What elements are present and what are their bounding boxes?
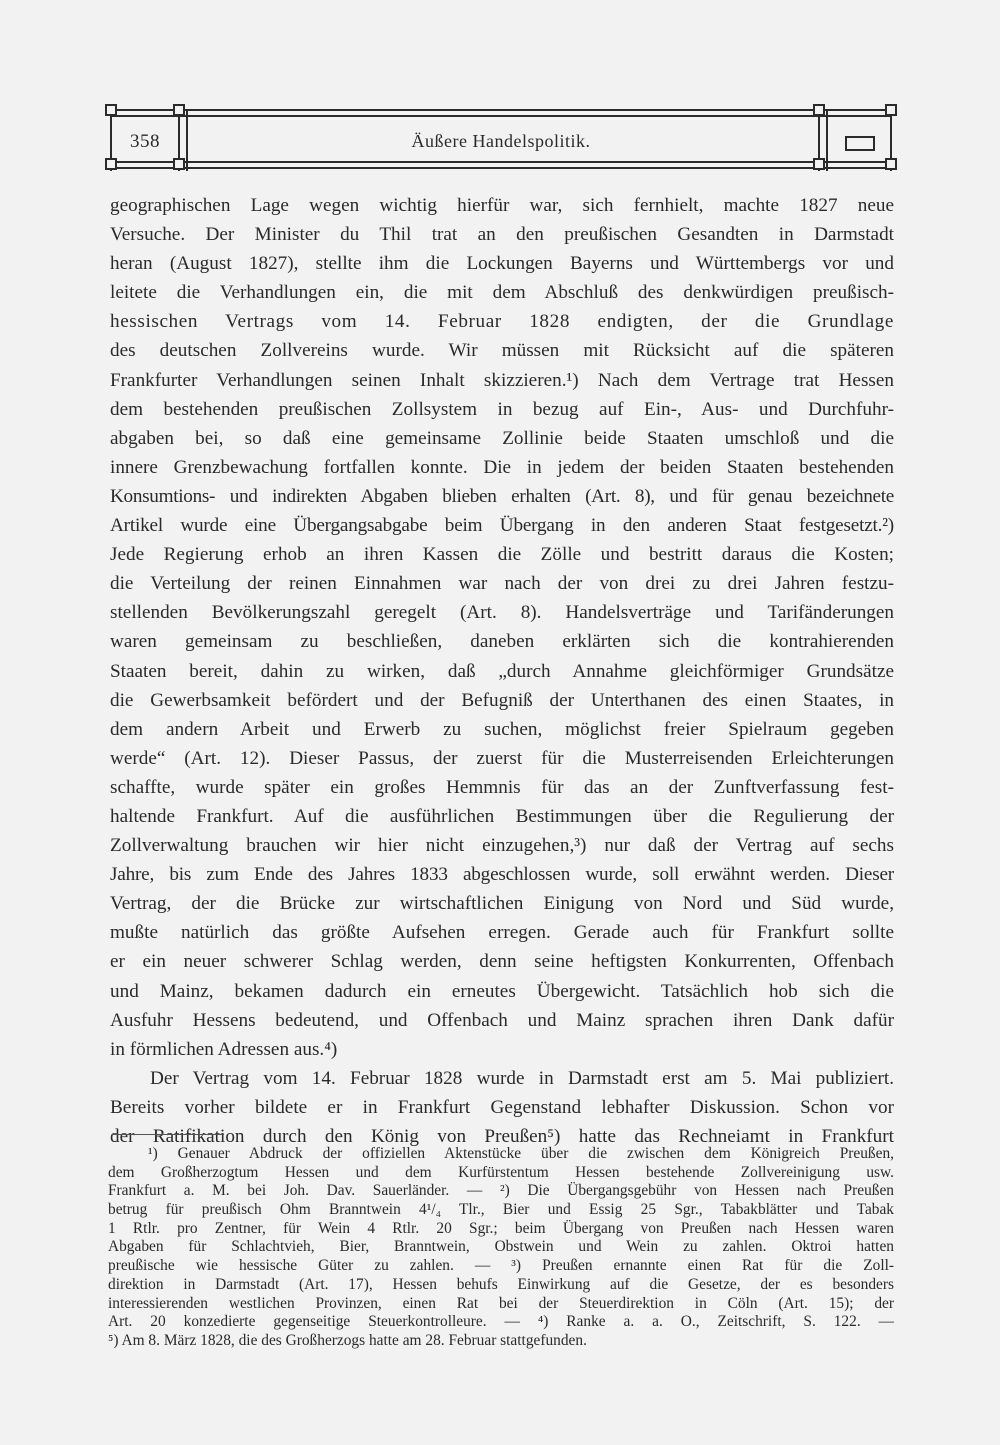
text-line: und Mainz, bekamen dadurch ein erneutes Übergewicht. Tatsächlich hob sich die xyxy=(110,980,894,1002)
footnotes xyxy=(108,1145,894,1351)
text-line: innere Grenzbewachung fortfallen konnte. Die in jedem der beiden Staaten bestehenden xyxy=(110,456,894,478)
text-line: Bereits vorher bildete er in Frankfurt Gegenstand lebhafter Diskussion. Schon vor xyxy=(110,1096,894,1118)
text-line: abgaben bei, so daß eine gemeinsame Zollinie beide Staaten umschloß und die xyxy=(110,427,894,449)
text-line: dem andern Arbeit und Erwerb zu suchen, möglichst freier Spielraum gegeben xyxy=(110,718,894,740)
header-corner-ornament xyxy=(813,104,825,116)
header-corner-ornament xyxy=(105,104,117,116)
text-line: Staaten bereit, dahin zu wirken, daß „durch Annahme gleichförmiger Grundsätze xyxy=(110,660,894,682)
text-line: hessischen Vertrags vom 14. Februar 1828 endigten, der die Grundlage xyxy=(110,311,894,333)
text-line: Zollverwaltung brauchen wir hier nicht einzugehen,³) nur daß der Vertrag auf sechs xyxy=(110,835,894,857)
text-line: Jahre, bis zum Ende des Jahres 1833 abgeschlossen wurde, soll erwähnt werden. Dieser xyxy=(110,864,894,886)
header-top-inner-rule xyxy=(110,115,892,117)
footnote-line: dem Großherzogtum Hessen und dem Kurfürstentum Hessen bestehende Zollvereinigung usw. xyxy=(108,1163,894,1181)
header-corner-ornament xyxy=(173,158,185,170)
footnote-line: Art. 20 konzedierte gegenseitige Steuerkontrolleure. — ⁴) Ranke a. a. O., Zeitschrift, S. 122. — xyxy=(108,1313,894,1331)
text-line: Frankfurter Verhandlungen seinen Inhalt skizzieren.¹) Nach dem Vertrage trat Hessen xyxy=(110,369,894,391)
running-title: Äußere Handelspolitik. xyxy=(411,131,591,151)
page-number: 358 xyxy=(130,131,160,152)
text-line: er ein neuer schwerer Schlag werden, denn seine heftigsten Konkurrenten, Offenbach xyxy=(110,951,894,973)
text-line: Vertrag, der die Brücke zur wirtschaftlichen Einigung von Nord und Süd wurde, xyxy=(110,893,894,915)
footnote-line: direktion in Darmstadt (Art. 17), Hessen behufs Einwirkung auf die Gesetze, der es besonders xyxy=(108,1275,894,1293)
page-header xyxy=(110,109,892,171)
header-corner-ornament xyxy=(813,158,825,170)
text-line: Konsumtions- und indirekten Abgaben blieben erhalten (Art. 8), und für genau bezeichnete xyxy=(110,485,894,507)
text-line: die Gewerbsamkeit befördert und der Befugniß der Unterthanen des einen Staates, in xyxy=(110,689,894,711)
footnote-separator xyxy=(112,1134,224,1135)
header-bottom-inner-rule xyxy=(110,161,892,163)
header-corner-ornament xyxy=(105,158,117,170)
text-line: der Ratifikation durch den König von Preußen⁵) hatte das Rechneiamt in Frankfurt xyxy=(110,1126,894,1147)
footnote-line: ¹) Genauer Abdruck der offiziellen Aktenstücke über die zwischen dem Königreich Preußen, xyxy=(148,1145,894,1162)
text-line: in förmlichen Adressen aus.⁴) xyxy=(110,1038,338,1060)
text-line: leitete die Verhandlungen ein, die mit dem Abschluß des denkwürdigen preußisch- xyxy=(110,282,894,304)
text-line: die Verteilung der reinen Einnahmen war nach der von drei zu drei Jahren festzu- xyxy=(110,573,894,595)
footnote-line: preußische wie hessische Güter zu zahlen. — ³) Preußen ernannte einen Rat für die Zoll- xyxy=(108,1257,894,1275)
text-line: Versuche. Der Minister du Thil trat an den preußischen Gesandten in Darmstadt xyxy=(110,224,894,246)
text-line: waren gemeinsam zu beschließen, daneben erklärten sich die kontrahierenden xyxy=(110,631,894,653)
header-top-rule xyxy=(110,109,892,111)
text-line: werde“ (Art. 12). Dieser Passus, der zuerst für die Musterreisenden Erleichterungen xyxy=(110,747,894,769)
text-line: dem bestehenden preußischen Zollsystem in bezug auf Ein-, Aus- und Durchfuhr- xyxy=(110,398,894,420)
footnote-line: 1 Rtlr. pro Zentner, für Wein 4 Rtlr. 20 Sgr.; beim Übergang von Preußen nach Hessen waren xyxy=(108,1219,894,1237)
text-line: Der Vertrag vom 14. Februar 1828 wurde in Darmstadt erst am 5. Mai publiziert. xyxy=(150,1067,894,1089)
header-bottom-rule xyxy=(110,167,892,169)
text-line: des deutschen Zollvereins wurde. Wir müssen mit Rücksicht auf die späteren xyxy=(110,340,894,362)
body-text xyxy=(110,191,894,1151)
text-line: geographischen Lage wegen wichtig hierfür war, sich fernhielt, machte 1827 neue xyxy=(110,195,894,216)
header-corner-ornament xyxy=(885,104,897,116)
header-corner-ornament xyxy=(885,158,897,170)
text-line: heran (August 1827), stellte ihm die Lockungen Bayerns und Württembergs vor und xyxy=(110,253,894,275)
text-line: Ausfuhr Hessens bedeutend, und Offenbach und Mainz sprachen ihren Dank dafür xyxy=(110,1009,894,1031)
footnote-line: Abgaben für Schlachtvieh, Bier, Branntwein, Obstwein und Wein zu zahlen. Oktroi hatten xyxy=(108,1238,894,1256)
text-line: Jede Regierung erhob an ihren Kassen die Zölle und bestritt daraus die Kosten; xyxy=(110,544,894,566)
footnote-line: interessierenden westlichen Provinzen, einen Rat bei der Steuerdirektion in Cöln (Art. 15); der xyxy=(108,1294,894,1312)
footnote-line: betrug für preußisch Ohm Branntwein 4¹/₄ Tlr., Bier und Essig 25 Sgr., Tabakblätter und Tabak xyxy=(108,1201,894,1219)
footnote-line: ⁵) Am 8. März 1828, die des Großherzogs hatte am 28. Februar stattgefunden. xyxy=(108,1331,587,1349)
text-line: haltende Frankfurt. Auf die ausführlichen Bestimmungen über die Regulierung der xyxy=(110,805,894,827)
text-line: mußte natürlich das größte Aufsehen erregen. Gerade auch für Frankfurt sollte xyxy=(110,922,894,944)
header-corner-ornament xyxy=(173,104,185,116)
text-line: stellenden Bevölkerungszahl geregelt (Art. 8). Handelsverträge und Tarifänderungen xyxy=(110,602,894,624)
text-line: schaffte, wurde später ein großes Hemmnis für das an der Zunftverfassung fest- xyxy=(110,776,894,798)
header-box-ornament xyxy=(845,136,875,151)
footnote-line: Frankfurt a. M. bei Joh. Dav. Sauerländer. — ²) Die Übergangsgebühr von Hessen nach Preußen xyxy=(108,1182,894,1200)
text-line: Artikel wurde eine Übergangsabgabe beim Übergang in den anderen Staat festgesetzt.²) xyxy=(110,515,894,537)
